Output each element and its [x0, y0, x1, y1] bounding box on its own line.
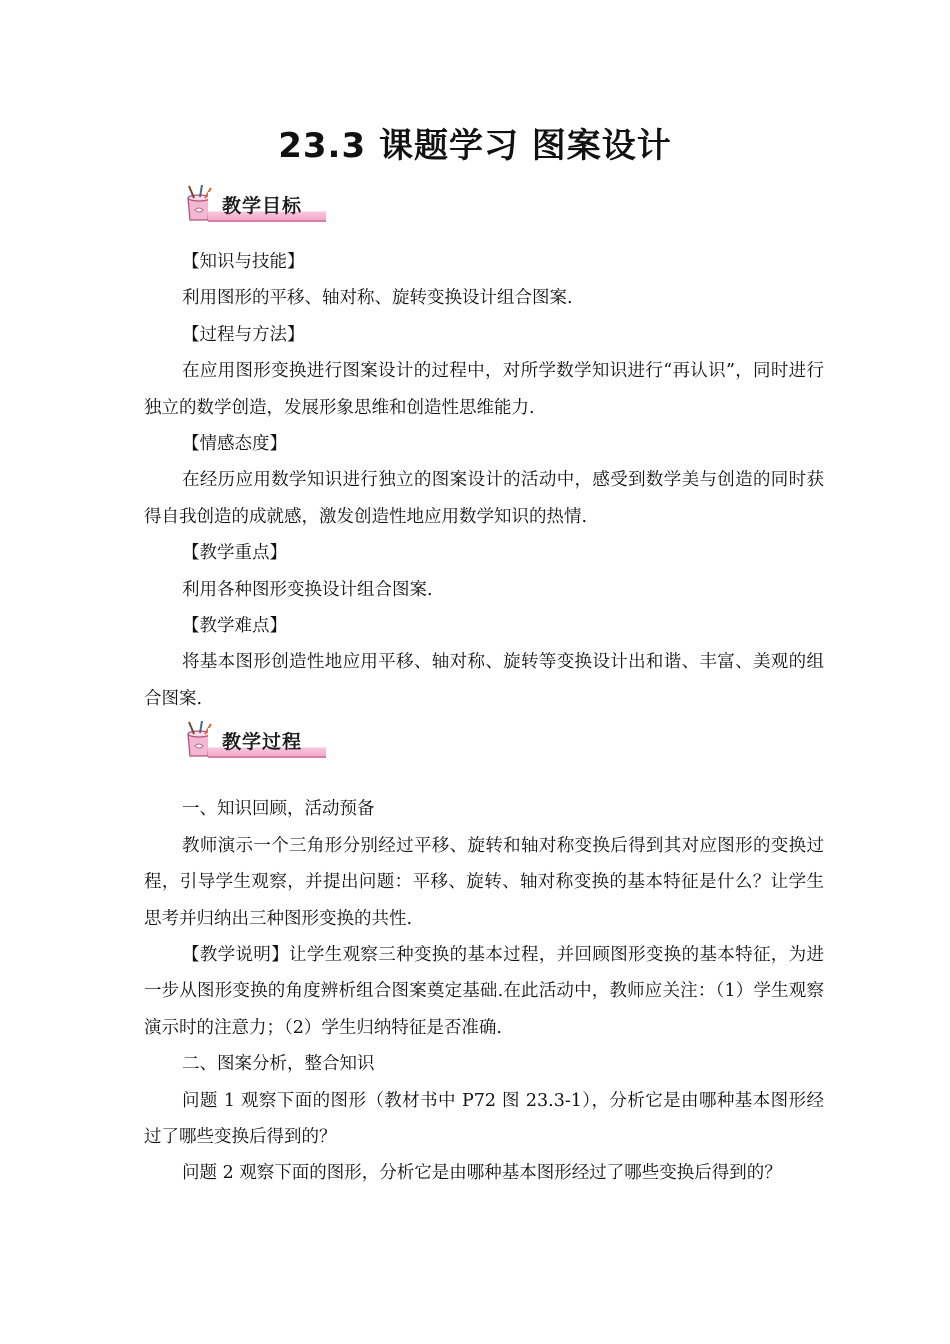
knowledge-heading: 【知识与技能】 — [182, 252, 305, 272]
section-header-objectives — [180, 184, 330, 224]
keypoint-text: 利用各种图形变换设计组合图案. — [182, 579, 433, 600]
document-body — [144, 244, 824, 1192]
step2-heading: 二、图案分析，整合知识 — [182, 1054, 375, 1075]
difficulty-text: 将基本图形创造性地应用平移、轴对称、旋转等变换设计出和谐、丰富、美观的组合图案. — [144, 652, 824, 709]
section-banner — [208, 192, 326, 222]
process-method-heading: 【过程与方法】 — [182, 324, 305, 345]
knowledge-text: 利用图形的平移、轴对称、旋转变换设计组合图案. — [182, 288, 573, 309]
attitude-text: 在经历应用数学知识进行独立的图案设计的活动中，感受到数学美与创造的同时获得自我创造的成就感，激发创造性地应用数学知识的热情. — [144, 470, 824, 527]
keypoint-heading: 【教学重点】 — [182, 543, 287, 564]
question-2: 问题 2 观察下面的图形，分析它是由哪种基本图形经过了哪些变换后得到的？ — [182, 1163, 782, 1184]
question-1: 问题 1 观察下面的图形（教材书中 P72 图 23.3-1），分析它是由哪种基本图形经过了哪些变换后得到的？ — [144, 1090, 824, 1147]
step1-text: 教师演示一个三角形分别经过平移、旋转和轴对称变换后得到其对应图形的变换过程，引导学生观察，并提出问题：平移、旋转、轴对称变换的基本特征是什么？让学生思考并归纳出三种图形变换的共性. — [144, 835, 824, 929]
step1-note: 【教学说明】让学生观察三种变换的基本过程，并回顾图形变换的基本特征，为进一步从图形变换的角度辨析组合图案奠定基础.在此活动中，教师应关注：（1）学生观察演示时的注意力；（2）学生归纳特征是否准确. — [144, 944, 824, 1038]
step1-heading: 一、知识回顾，活动预备 — [182, 799, 375, 820]
section-banner — [208, 728, 326, 758]
process-method-text: 在应用图形变换进行图案设计的过程中，对所学数学知识进行“再认识”，同时进行独立的数学创造，发展形象思维和创造性思维能力. — [144, 361, 824, 418]
attitude-heading: 【情感态度】 — [182, 434, 287, 455]
section-header-process — [180, 720, 330, 760]
difficulty-heading: 【教学难点】 — [182, 616, 287, 637]
page-title: 23.3 课题学习 图案设计 — [278, 126, 672, 166]
section-header-label: 教学过程 — [222, 731, 303, 753]
section-header-label: 教学目标 — [222, 195, 303, 217]
